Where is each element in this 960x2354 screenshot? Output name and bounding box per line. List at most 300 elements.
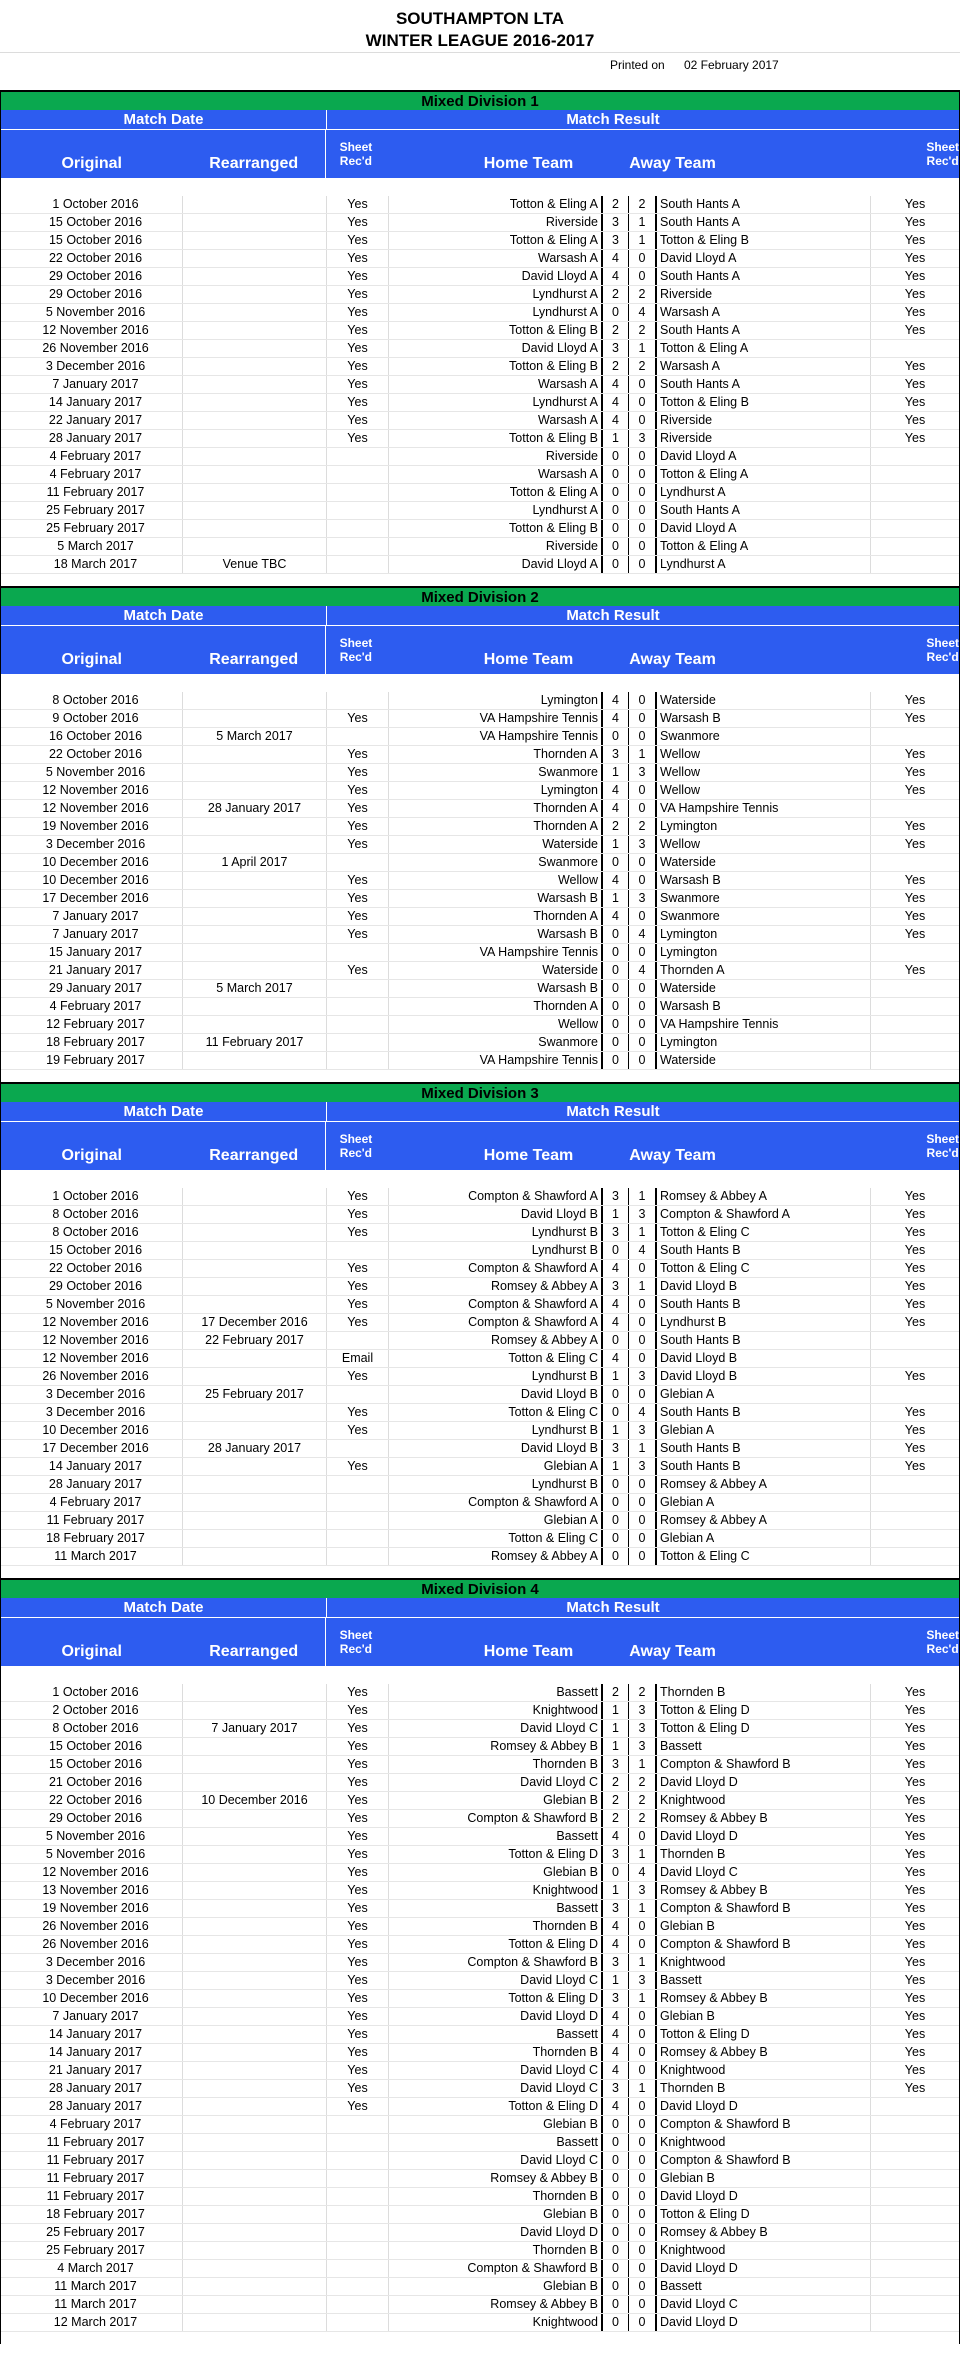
home-sheet-recd — [327, 1512, 389, 1529]
home-score: 2 — [601, 358, 629, 375]
rearranged-date — [183, 1846, 327, 1863]
away-score: 2 — [629, 322, 657, 339]
home-sheet-recd: Yes — [327, 926, 389, 943]
home-team: Lyndhurst B — [531, 1477, 598, 1491]
home-score: 0 — [601, 980, 629, 997]
away-score: 4 — [629, 304, 657, 321]
home-team: Lyndhurst B — [531, 1225, 598, 1239]
away-team: Glebian A — [657, 1422, 871, 1439]
away-sheet-recd: Yes — [904, 837, 926, 851]
home-team: Totton & Eling B — [509, 323, 598, 337]
original-date: 5 November 2016 — [1, 1296, 183, 1313]
away-score: 3 — [629, 1368, 657, 1385]
away-team: South Hants B — [657, 1458, 871, 1475]
away-team: Thornden B — [657, 1684, 871, 1701]
away-team-header — [629, 1618, 926, 1666]
away-score: 0 — [629, 1034, 657, 1051]
away-score: 2 — [629, 1810, 657, 1827]
away-team: David Lloyd C — [657, 1864, 871, 1881]
home-sheet-recd: Yes — [327, 1846, 389, 1863]
home-team: Knightwood — [532, 1703, 598, 1717]
fixture-row — [1, 746, 959, 764]
fixture-row — [1, 1206, 959, 1224]
home-team: Totton & Eling D — [508, 1937, 598, 1951]
rearranged-date — [183, 1548, 327, 1565]
division-3 — [0, 1082, 960, 1578]
away-score: 3 — [629, 1882, 657, 1899]
rearranged-date — [183, 2170, 327, 2187]
home-sheet-recd — [327, 2260, 389, 2277]
home-team: Thornden B — [532, 1757, 598, 1771]
home-team: Glebian A — [543, 1513, 598, 1527]
away-sheet-recd — [871, 2134, 959, 2151]
home-sheet-recd: Yes — [327, 1458, 389, 1475]
fixture-row — [1, 1314, 959, 1332]
away-team: Bassett — [657, 2278, 871, 2295]
away-sheet-recd — [871, 484, 959, 501]
home-team: David Lloyd C — [520, 1973, 598, 1987]
home-sheet-recd: Yes — [327, 412, 389, 429]
away-team: Romsey & Abbey B — [657, 1990, 871, 2007]
rearranged-date — [183, 2206, 327, 2223]
home-sheet-recd — [327, 2170, 389, 2187]
home-team: David Lloyd C — [520, 1721, 598, 1735]
away-score: 0 — [629, 2134, 657, 2151]
original-date: 12 November 2016 — [1, 1350, 183, 1367]
original-date: 5 March 2017 — [1, 538, 183, 555]
away-team: Totton & Eling C — [657, 1260, 871, 1277]
away-score: 0 — [629, 2188, 657, 2205]
away-score: 0 — [629, 1512, 657, 1529]
fixture-row — [1, 394, 959, 412]
home-team: Romsey & Abbey A — [490, 1279, 598, 1293]
away-team-header-label: Away Team — [629, 1147, 716, 1164]
fixture-row — [1, 1296, 959, 1314]
fixture-row — [1, 1864, 959, 1882]
original-date: 28 January 2017 — [1, 2080, 183, 2097]
home-sheet-recd — [327, 2242, 389, 2259]
away-team: Compton & Shawford B — [657, 2116, 871, 2133]
home-score: 0 — [601, 448, 629, 465]
away-team: Lyndhurst A — [657, 484, 871, 501]
home-score: 3 — [601, 1278, 629, 1295]
home-score: 0 — [601, 2134, 629, 2151]
away-team: Riverside — [657, 412, 871, 429]
fixture-row — [1, 1332, 959, 1350]
original-date: 17 December 2016 — [1, 1440, 183, 1457]
home-score: 0 — [601, 998, 629, 1015]
header-row-1 — [1, 1102, 959, 1122]
home-sheet-recd — [327, 538, 389, 555]
rearranged-date — [183, 2296, 327, 2313]
original-date: 29 October 2016 — [1, 268, 183, 285]
rearranged-date — [183, 1296, 327, 1313]
home-team-header: Home Team — [483, 651, 574, 668]
home-score: 4 — [601, 710, 629, 727]
division-end — [1, 1070, 959, 1082]
away-sheet-recd — [871, 980, 959, 997]
rearranged-date — [183, 908, 327, 925]
fixture-row — [1, 692, 959, 710]
away-team: Waterside — [657, 692, 871, 709]
rearranged-date — [183, 502, 327, 519]
home-team: Compton & Shawford B — [467, 2261, 598, 2275]
home-score: 0 — [601, 538, 629, 555]
original-date: 29 October 2016 — [1, 1278, 183, 1295]
home-sheet-recd — [327, 2314, 389, 2331]
away-sheet-recd: Yes — [904, 1937, 926, 1951]
original-date: 22 October 2016 — [1, 1260, 183, 1277]
home-score: 0 — [601, 304, 629, 321]
away-team: Lyndhurst B — [657, 1314, 871, 1331]
fixture-row — [1, 1016, 959, 1034]
away-score: 1 — [629, 214, 657, 231]
away-score: 0 — [629, 692, 657, 709]
league-title: SOUTHAMPTON LTA — [395, 9, 565, 28]
fixture-row — [1, 1720, 959, 1738]
home-score: 0 — [601, 520, 629, 537]
home-score: 0 — [601, 502, 629, 519]
away-score: 1 — [629, 232, 657, 249]
home-score: 1 — [601, 1720, 629, 1737]
home-score: 4 — [601, 800, 629, 817]
away-sheet-recd-header: Sheet Rec'd — [926, 1132, 959, 1160]
away-team: Wellow — [657, 746, 871, 763]
away-team-header — [629, 1122, 926, 1170]
original-header: Original — [61, 1147, 122, 1164]
away-team: Thornden B — [657, 2080, 871, 2097]
home-sheet-recd: Yes — [327, 1972, 389, 1989]
home-sheet-recd: Yes — [327, 2098, 389, 2115]
away-sheet-recd: Yes — [904, 747, 926, 761]
home-team: David Lloyd C — [520, 1775, 598, 1789]
home-score: 0 — [601, 1052, 629, 1069]
original-date: 18 February 2017 — [1, 1034, 183, 1051]
rearranged-date — [183, 1476, 327, 1493]
away-sheet-recd: Yes — [904, 711, 926, 725]
home-team: David Lloyd A — [521, 341, 598, 355]
away-team-header-label: Away Team — [629, 651, 716, 668]
original-date: 26 November 2016 — [1, 1936, 183, 1953]
rearranged-date — [183, 268, 327, 285]
away-score: 1 — [629, 1990, 657, 2007]
division-end — [1, 1566, 959, 1578]
home-team: Thornden A — [533, 999, 598, 1013]
away-score: 0 — [629, 1052, 657, 1069]
home-score: 0 — [601, 2296, 629, 2313]
home-score: 0 — [601, 2170, 629, 2187]
away-score: 0 — [629, 538, 657, 555]
home-sheet-recd — [327, 1034, 389, 1051]
away-team: Compton & Shawford B — [657, 2152, 871, 2169]
rearranged-date — [183, 1936, 327, 1953]
away-sheet-recd: Yes — [904, 1793, 926, 1807]
away-score: 0 — [629, 1828, 657, 1845]
away-team: Waterside — [657, 854, 871, 871]
away-sheet-recd — [871, 944, 959, 961]
original-date: 10 December 2016 — [1, 872, 183, 889]
away-team: VA Hampshire Tennis — [657, 800, 871, 817]
fixture-row — [1, 1882, 959, 1900]
original-date: 11 February 2017 — [1, 484, 183, 501]
home-sheet-recd — [327, 448, 389, 465]
away-sheet-recd: Yes — [904, 1775, 926, 1789]
away-score: 1 — [629, 1954, 657, 1971]
rearranged-date — [183, 2188, 327, 2205]
away-sheet-recd: Yes — [904, 873, 926, 887]
division-title: Mixed Division 4 — [1, 1578, 959, 1598]
away-team: Totton & Eling D — [657, 2026, 871, 2043]
original-date: 26 November 2016 — [1, 340, 183, 357]
away-score: 0 — [629, 484, 657, 501]
original-date: 15 October 2016 — [1, 214, 183, 231]
home-score: 2 — [601, 818, 629, 835]
away-sheet-recd: Yes — [904, 431, 926, 445]
fixture-row — [1, 1386, 959, 1404]
away-team: South Hants A — [657, 196, 871, 213]
home-sheet-recd — [327, 980, 389, 997]
rearranged-date — [183, 1882, 327, 1899]
rearranged-date — [183, 1828, 327, 1845]
home-sheet-recd: Yes — [327, 2062, 389, 2079]
home-sheet-recd — [327, 502, 389, 519]
home-score: 2 — [601, 1810, 629, 1827]
rearranged-date: 25 February 2017 — [183, 1386, 327, 1403]
away-score: 1 — [629, 1756, 657, 1773]
rearranged-date — [183, 1900, 327, 1917]
fixture-row — [1, 1440, 959, 1458]
away-team-header-label: Away Team — [629, 1643, 716, 1660]
rearranged-date — [183, 1684, 327, 1701]
home-team: Lyndhurst A — [532, 503, 598, 517]
away-sheet-recd: Yes — [904, 1315, 926, 1329]
header-fill — [899, 110, 959, 129]
original-date: 8 October 2016 — [1, 1720, 183, 1737]
home-score: 0 — [601, 2188, 629, 2205]
original-date: 18 February 2017 — [1, 1530, 183, 1547]
home-sheet-recd — [327, 1016, 389, 1033]
home-team: Knightwood — [532, 1883, 598, 1897]
away-sheet-recd: Yes — [904, 1459, 926, 1473]
away-score: 0 — [629, 556, 657, 573]
rearranged-date — [183, 890, 327, 907]
away-team: Romsey & Abbey A — [657, 1188, 871, 1205]
away-score: 2 — [629, 1792, 657, 1809]
home-score: 4 — [601, 782, 629, 799]
rearranged-date — [183, 1422, 327, 1439]
original-date: 25 February 2017 — [1, 2224, 183, 2241]
fixture-row — [1, 448, 959, 466]
fixture-row — [1, 2296, 959, 2314]
away-sheet-recd — [871, 1530, 959, 1547]
away-team: Warsash A — [657, 304, 871, 321]
away-team: South Hants A — [657, 268, 871, 285]
fixture-row — [1, 2098, 959, 2116]
home-sheet-recd: Yes — [327, 2080, 389, 2097]
home-score: 0 — [601, 1476, 629, 1493]
away-sheet-recd: Yes — [904, 1955, 926, 1969]
division-title: Mixed Division 3 — [1, 1082, 959, 1102]
home-team: Glebian B — [543, 2117, 598, 2131]
home-sheet-recd: Yes — [327, 250, 389, 267]
home-sheet-recd — [327, 1052, 389, 1069]
fixture-row — [1, 1530, 959, 1548]
away-sheet-recd: Yes — [904, 927, 926, 941]
away-sheet-recd: Yes — [904, 1721, 926, 1735]
away-score: 0 — [629, 2296, 657, 2313]
original-date: 19 November 2016 — [1, 818, 183, 835]
original-date: 5 November 2016 — [1, 1846, 183, 1863]
away-sheet-recd: Yes — [904, 783, 926, 797]
home-sheet-recd — [327, 2296, 389, 2313]
rearranged-date — [183, 1990, 327, 2007]
away-sheet-recd — [871, 2224, 959, 2241]
home-score: 4 — [601, 872, 629, 889]
away-sheet-recd: Yes — [904, 1279, 926, 1293]
rearranged-header: Rearranged — [182, 626, 326, 674]
away-sheet-recd — [871, 2296, 959, 2313]
season-title: WINTER LEAGUE 2016-2017 — [365, 31, 595, 50]
away-sheet-recd — [871, 2260, 959, 2277]
fixture-row — [1, 1828, 959, 1846]
original-date: 3 December 2016 — [1, 1386, 183, 1403]
away-sheet-recd — [871, 1494, 959, 1511]
away-team: Compton & Shawford A — [657, 1206, 871, 1223]
away-sheet-recd — [871, 1052, 959, 1069]
away-team: Totton & Eling A — [657, 340, 871, 357]
rearranged-date — [183, 2026, 327, 2043]
fixture-row — [1, 1756, 959, 1774]
rearranged-date — [183, 2224, 327, 2241]
away-team: Warsash B — [657, 710, 871, 727]
away-sheet-recd: Yes — [904, 1883, 926, 1897]
rearranged-date: 7 January 2017 — [183, 1720, 327, 1737]
original-date: 21 January 2017 — [1, 2062, 183, 2079]
rearranged-date — [183, 1494, 327, 1511]
away-sheet-recd: Yes — [904, 1829, 926, 1843]
fixture-row — [1, 1774, 959, 1792]
home-score: 0 — [601, 2224, 629, 2241]
away-sheet-recd: Yes — [904, 1865, 926, 1879]
original-date: 11 March 2017 — [1, 2278, 183, 2295]
home-sheet-recd — [327, 1494, 389, 1511]
rearranged-date — [183, 2152, 327, 2169]
match-result-header: Match Result — [566, 111, 660, 128]
rearranged-date — [183, 250, 327, 267]
home-sheet-recd — [327, 1242, 389, 1259]
home-score: 0 — [601, 1386, 629, 1403]
rearranged-date — [183, 340, 327, 357]
original-date: 21 October 2016 — [1, 1774, 183, 1791]
original-date: 12 November 2016 — [1, 1314, 183, 1331]
original-date: 12 March 2017 — [1, 2314, 183, 2331]
rearranged-date — [183, 1774, 327, 1791]
home-team: Bassett — [556, 1685, 598, 1699]
home-score: 0 — [601, 1016, 629, 1033]
fixture-row — [1, 2170, 959, 2188]
away-team: Thornden A — [657, 962, 871, 979]
away-score: 3 — [629, 1738, 657, 1755]
home-sheet-recd: Yes — [327, 1900, 389, 1917]
away-score: 1 — [629, 746, 657, 763]
original-date: 5 November 2016 — [1, 764, 183, 781]
away-score: 2 — [629, 358, 657, 375]
away-sheet-recd: Yes — [904, 2027, 926, 2041]
away-score: 0 — [629, 1296, 657, 1313]
rearranged-date — [183, 2134, 327, 2151]
away-sheet-recd: Yes — [904, 1757, 926, 1771]
away-sheet-recd — [871, 448, 959, 465]
rearranged-date — [183, 1224, 327, 1241]
division-end — [1, 2332, 959, 2344]
home-sheet-recd: Yes — [327, 430, 389, 447]
away-score: 0 — [629, 908, 657, 925]
away-sheet-recd — [871, 556, 959, 573]
printed-label: Printed on — [610, 58, 665, 72]
home-team: Bassett — [556, 1901, 598, 1915]
original-date: 1 October 2016 — [1, 1684, 183, 1701]
home-team: Lymington — [540, 783, 598, 797]
away-score: 1 — [629, 340, 657, 357]
original-date: 1 October 2016 — [1, 196, 183, 213]
away-score: 0 — [629, 2098, 657, 2115]
home-score: 0 — [601, 1332, 629, 1349]
away-team: Wellow — [657, 782, 871, 799]
home-team: Swanmore — [538, 765, 598, 779]
original-date: 12 November 2016 — [1, 322, 183, 339]
fixture-row — [1, 502, 959, 520]
match-date-header: Match Date — [1, 110, 327, 129]
fixture-row — [1, 556, 959, 574]
header-row-2 — [1, 1618, 959, 1666]
home-team: Glebian B — [543, 1793, 598, 1807]
home-team: Thornden B — [532, 1919, 598, 1933]
home-team: Compton & Shawford B — [467, 1955, 598, 1969]
home-team: Thornden B — [532, 2243, 598, 2257]
rearranged-date — [183, 2008, 327, 2025]
away-sheet-recd — [871, 1386, 959, 1403]
home-sheet-recd: Yes — [327, 836, 389, 853]
away-score: 0 — [629, 854, 657, 871]
original-date: 12 November 2016 — [1, 1332, 183, 1349]
home-team-header: Home Team — [483, 155, 574, 172]
rearranged-header: Rearranged — [182, 130, 326, 178]
away-team: Lyndhurst A — [657, 556, 871, 573]
rearranged-date: 17 December 2016 — [183, 1314, 327, 1331]
away-score: 0 — [629, 2008, 657, 2025]
away-team: Riverside — [657, 430, 871, 447]
fixture-row — [1, 1034, 959, 1052]
home-team: David Lloyd B — [520, 1207, 598, 1221]
away-team: David Lloyd B — [657, 1368, 871, 1385]
fixture-row — [1, 1224, 959, 1242]
home-score: 4 — [601, 908, 629, 925]
away-sheet-recd — [871, 538, 959, 555]
away-team: David Lloyd D — [657, 2188, 871, 2205]
home-team-header: Home Team — [483, 1147, 574, 1164]
home-sheet-recd — [327, 944, 389, 961]
fixture-row — [1, 430, 959, 448]
rearranged-date — [183, 836, 327, 853]
original-date: 14 January 2017 — [1, 394, 183, 411]
fixture-row — [1, 1368, 959, 1386]
division-4 — [0, 1578, 960, 2344]
original-date: 7 January 2017 — [1, 908, 183, 925]
fixture-row — [1, 2242, 959, 2260]
home-sheet-recd: Yes — [327, 1296, 389, 1313]
home-score: 4 — [601, 1918, 629, 1935]
away-score: 0 — [629, 2260, 657, 2277]
